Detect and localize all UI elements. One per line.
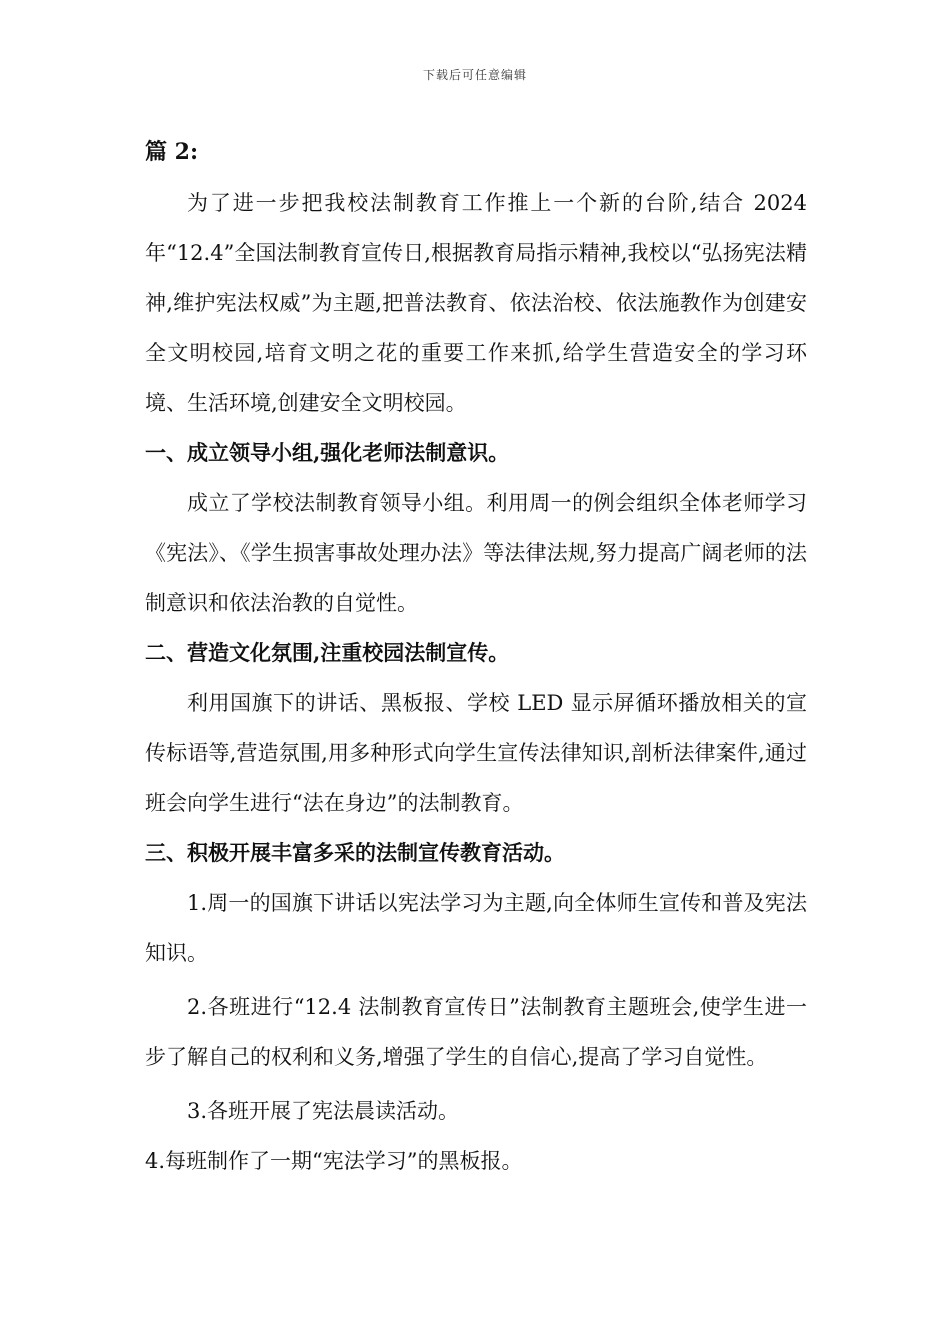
document-title: 篇 2:: [145, 139, 199, 165]
list-item-1: 1.周一的国旗下讲话以宪法学习为主题,向全体师生宣传和普及宪法知识。: [145, 891, 807, 965]
page-header: 下载后可任意编辑: [422, 68, 527, 82]
document-body: [145, 130, 807, 1186]
section-body-1: 成立了学校法制教育领导小组。利用周一的例会组织全体老师学习《宪法》、《学生损害事故处理办法》等法律法规,努力提高广阔老师的法制意识和依法治教的自觉性。: [145, 491, 807, 615]
section-heading-3: 三、积极开展丰富多采的法制宣传教育活动。: [145, 840, 565, 865]
list-item-2: 2.各班进行“12.4 法制教育宣传日”法制教育主题班会,使学生进一步了解自己的权利和义务,增强了学生的自信心,提高了学习自觉性。: [145, 995, 807, 1069]
list-item-3: 3.各班开展了宪法晨读活动。: [187, 1099, 460, 1123]
section-body-2: 利用国旗下的讲话、黑板报、学校 LED 显示屏循环播放相关的宣传标语等,营造氛围,用多种形式向学生宣传法律知识,剖析法律案件,通过班会向学生进行“法在身边”的法制教育。: [145, 691, 807, 815]
section-heading-2: 二、营造文化氛围,注重校园法制宣传。: [145, 640, 510, 665]
list-item-4: 4.每班制作了一期“宪法学习”的黑板报。: [145, 1149, 523, 1173]
intro-paragraph: 为了进一步把我校法制教育工作推上一个新的台阶,结合 2024 年“12.4”全国法制教育宣传日,根据教育局指示精神,我校以“弘扬宪法精神,维护宪法权威”为主题,把普法教育、依法治校、依法施教作为创建安全文明校园,培育文明之花的重要工作来抓,给学生营造安全的学习环境、生活环境,创建安全文明校园。: [145, 191, 807, 415]
section-heading-1: 一、成立领导小组,强化老师法制意识。: [145, 440, 510, 465]
